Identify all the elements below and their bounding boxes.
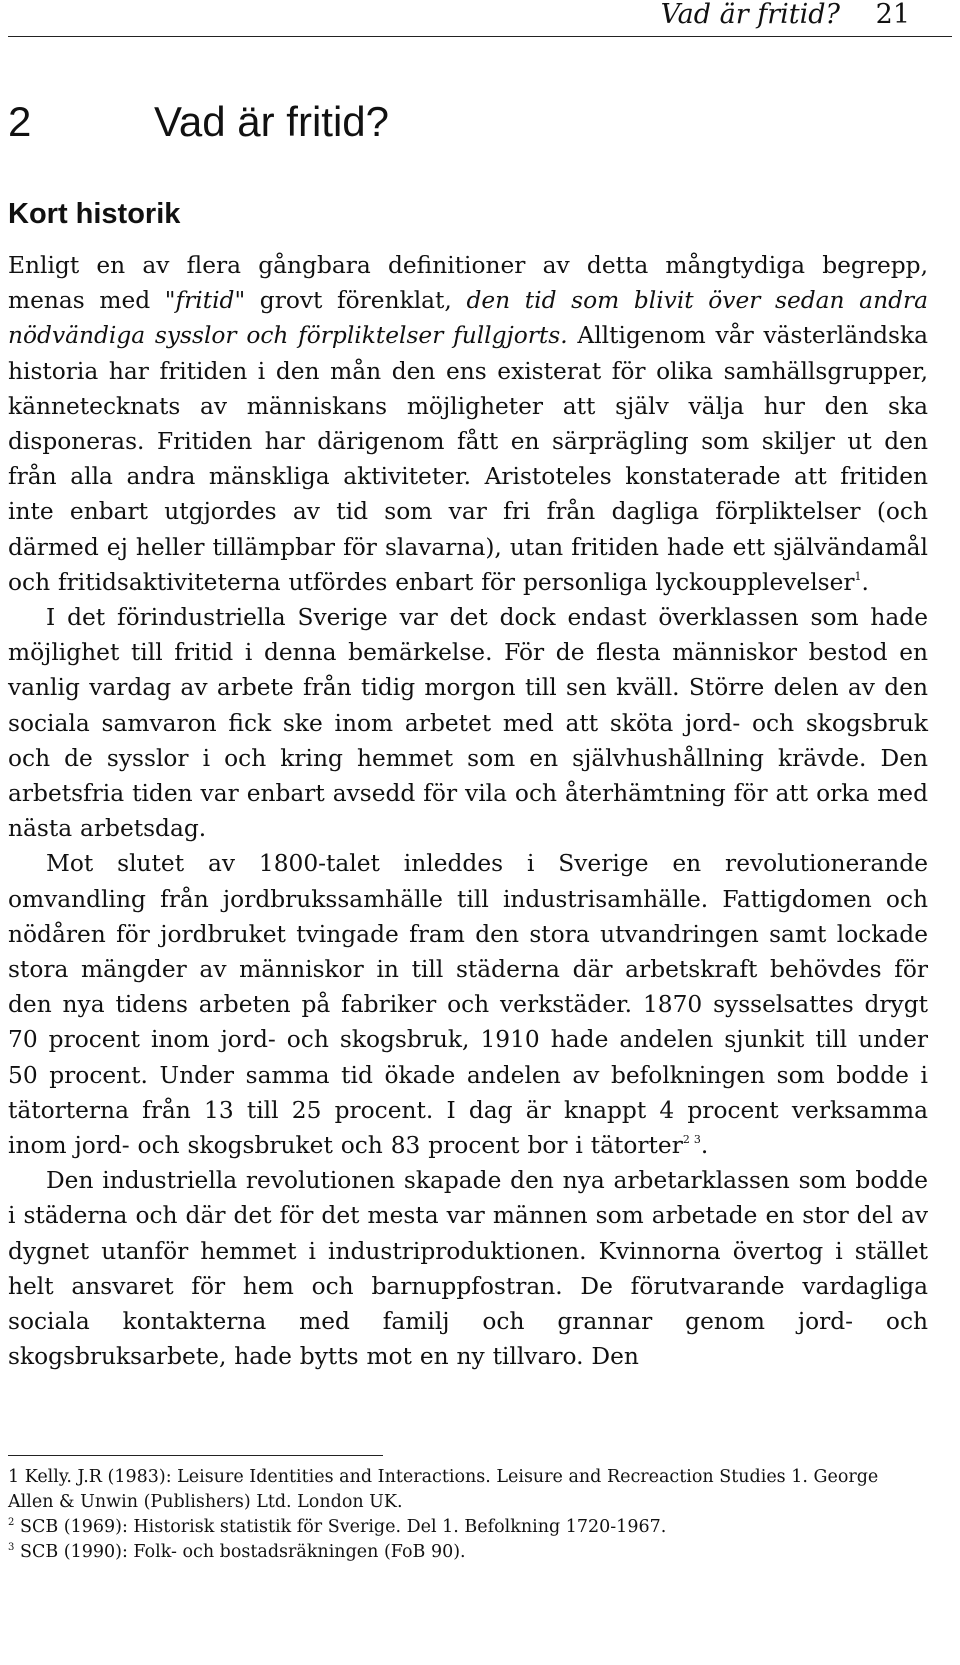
chapter-title: Vad är fritid? bbox=[154, 98, 389, 145]
footnote-2 bbox=[8, 1515, 908, 1540]
paragraph-1 bbox=[8, 248, 928, 600]
p1-term-fritid: fritid bbox=[175, 287, 235, 315]
footnote-ref-1: 1 bbox=[854, 569, 862, 583]
page-number: 21 bbox=[875, 0, 910, 30]
footnote-1 bbox=[8, 1465, 908, 1515]
p1-text-f: . bbox=[861, 568, 869, 596]
p1-definition: den tid som blivit över sedan andra nödvändiga sysslor och förpliktelser fullgjorts. bbox=[8, 287, 929, 350]
footnote-mark-3: 3 bbox=[8, 1542, 15, 1553]
footnote-mark-2: 2 bbox=[8, 1517, 15, 1528]
section-heading: Kort historik bbox=[8, 198, 181, 230]
footnote-3 bbox=[8, 1540, 908, 1565]
chapter-number: 2 bbox=[8, 98, 32, 145]
footnote-text-2: SCB (1969): Historisk statistik för Sverige. Del 1. Befolkning 1720-1967. bbox=[19, 1517, 667, 1537]
p1-text-c: " grovt förenklat, bbox=[234, 287, 467, 315]
paragraph-3 bbox=[8, 846, 928, 1163]
chapter-heading bbox=[8, 96, 389, 148]
page-header bbox=[8, 0, 952, 37]
p1-text-a: Enligt en av flera gångbara definitioner av detta mångtydiga begrepp, menas med " bbox=[8, 252, 928, 315]
footnote-text-1: Kelly. J.R (1983): Leisure Identities and Interactions. Leisure and Recreaction Studies 1. George Allen & Unwin (Publishers) Ltd. London UK. bbox=[8, 1467, 879, 1512]
paragraph-2: I det förindustriella Sverige var det dock endast överklassen som hade möjlighet till fritid i denna bemärkelse. För de flesta människor bestod en vanlig vardag av arbete från tidig morgon till sen kväll. Större delen av den sociala samvaron fick ske inom arbetet med att sköta jord- och skogsbruk och de sysslor i och kring hemmet som en självhushållning krävde. Den arbetsfria tiden var enbart avsedd för vila och återhämtning för att orka med nästa arbetsdag. bbox=[8, 604, 928, 843]
paragraph-4: Den industriella revolutionen skapade den nya arbetarklassen som bodde i städerna och där det för det mesta var männen som arbetade en stor del av dygnet utanför hemmet i industriproduktionen. Kvinnorna övertog i stället helt ansvaret för hem och barnuppfostran. De förutvarande vardagliga sociala kontakterna med familj och grannar genom jord- och skogsbruksarbete, hade bytts mot en ny tillvaro. Den bbox=[8, 1167, 928, 1371]
footnote-text-3: SCB (1990): Folk- och bostadsräkningen (FoB 90). bbox=[19, 1542, 466, 1562]
footnote-mark-1: 1 bbox=[8, 1467, 20, 1487]
footnote-separator bbox=[8, 1455, 383, 1456]
p1-text-e: Alltigenom vår västerländska historia har fritiden i den mån den ens existerat för olika samhällsgrupper, kännetecknats av människans möjligheter att själv välja hur den ska disponeras. Fritiden har därigenom fått en särprägling som skiljer ut den från alla andra mänskliga aktiviteter. Aristoteles konstaterade att fritiden inte enbart utgjordes av tid som var fri från dagliga förpliktelser (och därmed ej heller tillämpbar för slavarna), utan fritiden hade ett självändamål och fritidsaktiviteterna utfördes enbart för personliga lyckoupplevelser bbox=[8, 322, 928, 596]
body-text bbox=[8, 248, 928, 1375]
p3-text-b: . bbox=[700, 1132, 709, 1160]
footnote-ref-2-3: 2 3 bbox=[682, 1133, 701, 1147]
footnotes bbox=[8, 1465, 908, 1565]
p3-text-a: Mot slutet av 1800-talet inleddes i Sverige en revolutionerande omvandling från jordbrukssamhälle till industrisamhälle. Fattigdomen och nödåren för jordbruket tvingade fram den stora utvandringen samt lockade stora mängder av människor in till städerna där arbetskraft behövdes för den nya tidens arbeten på fabriker och verkstäder. 1870 sysselsattes drygt 70 procent inom jord- och skogsbruk, 1910 hade andelen sjunkit till under 50 procent. Under samma tid ökade andelen av befolkningen som bodde i tätorterna från 13 till 25 procent. I dag är knappt 4 procent verksamma inom jord- och skogsbruket och 83 procent bor i tätorter bbox=[8, 850, 928, 1160]
running-title: Vad är fritid? bbox=[660, 0, 840, 30]
